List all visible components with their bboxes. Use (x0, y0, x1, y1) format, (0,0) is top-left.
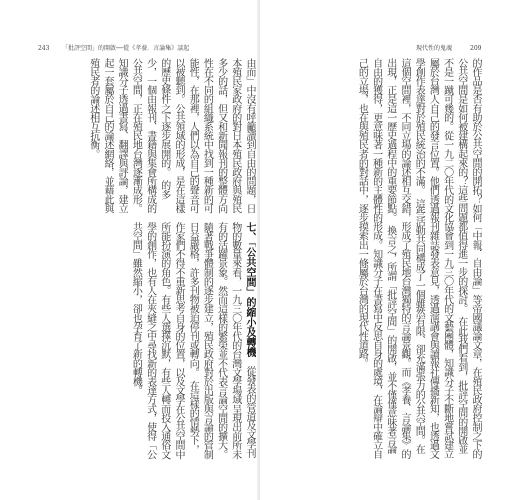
section-paragraph: 從發表的管道及文學刊物的數量來看，一九三〇年代的台灣文學場域呈現出前所未有的活躍景象。然而這樣的繁榮並不代表言論空間的擴大。隨著戰爭體制的逐步建立，殖民政府對於出版與言論的管制日益嚴格，許多刊物被迫停刊或轉向。 (187, 222, 255, 459)
left-paragraph: 的多少，一個由報刊、書籍與集會所構成的公共空間，正在殖民地台灣逐漸成形。知識分子透過書寫、翻譯與評論，建立起一套屬於自己的論述網絡，並藉此與殖民者的論述相互抗衡。 (87, 58, 170, 213)
left-body-text (40, 58, 256, 214)
left-section (40, 222, 256, 462)
section-paragraph: 在這樣的情勢下，作家們不得不重新思考自身的位置，以及文學在公共空間中所能扮演的角色。有些人選擇沉默，有些人轉而投入通俗文學的創作，也有人在夾縫之中尋找新的表達方式，使得「公共空間」雖然縮小，卻也孕育了新的轉機。 (130, 222, 199, 459)
right-page-number: 209 (470, 45, 482, 52)
right-paragraph: 這些活動共同構成了一個雖然有限、卻充滿張力的公共空間。在這個空間裡，不同立場的論述相互交錯，形成了殖民地台灣獨特的言論景觀。而《孝養．言論集》的出現，正是這一歷史過程中的重要節點。 (384, 58, 425, 459)
left-paragraph: 由而」中沒有呼籲讀到自由的問題，日本殖民家政府的對日本殖民政府與殖民多少的話，但又和新聞報刊的整體方向性在不同的組織系統中找到一種新的可能性，在那裡，人們以為自己的聲音可以被聽到。公共領域的形成，是在這樣的歷史條件之下逐步展開的。 (158, 58, 255, 213)
left-page-number: 243 (38, 45, 50, 52)
right-page (260, 0, 520, 500)
section-heading: 七、「公共空間」的縮小及轉機 (244, 222, 255, 357)
right-paragraph: 在此我們看到，批評空間的開啟並不是一蹴可幾的。從一九二〇年代的文化協會到一九三〇年代的文藝團體，知識分子不斷地嘗試建立屬於台灣人自己的發言位置。他們透過報刊雜誌發表意見，透過演講會與讀報社傳播新知，也透過文學創作表達對於殖民統治的不滿。 (413, 58, 467, 459)
right-running-head: 現代性的鬼魂 (416, 45, 453, 52)
left-running-head: 「批評空間」的開啟──從《孝養．言論集》談起 (62, 45, 190, 52)
right-paragraph: 的作品是否有助於公共空間的開拓？如何「中報．自由論」等帝國議論文章，在殖民政府控制之下的公共空間是如何被建構起來的？這些問題都值得進一步的探討。 (455, 58, 481, 459)
right-body-text (266, 58, 482, 462)
right-paragraph: 換言之，所謂「批評空間」的開啟，並不僅僅意味著言論自由的獲得，更意味著一種新的主體性的形成。知識分子在書寫中反思自身的處境，在論辯中確立自己的立場，也在與殖民者的對話中，逐步摸索出一條屬於台灣的現代性道路。 (356, 58, 396, 459)
